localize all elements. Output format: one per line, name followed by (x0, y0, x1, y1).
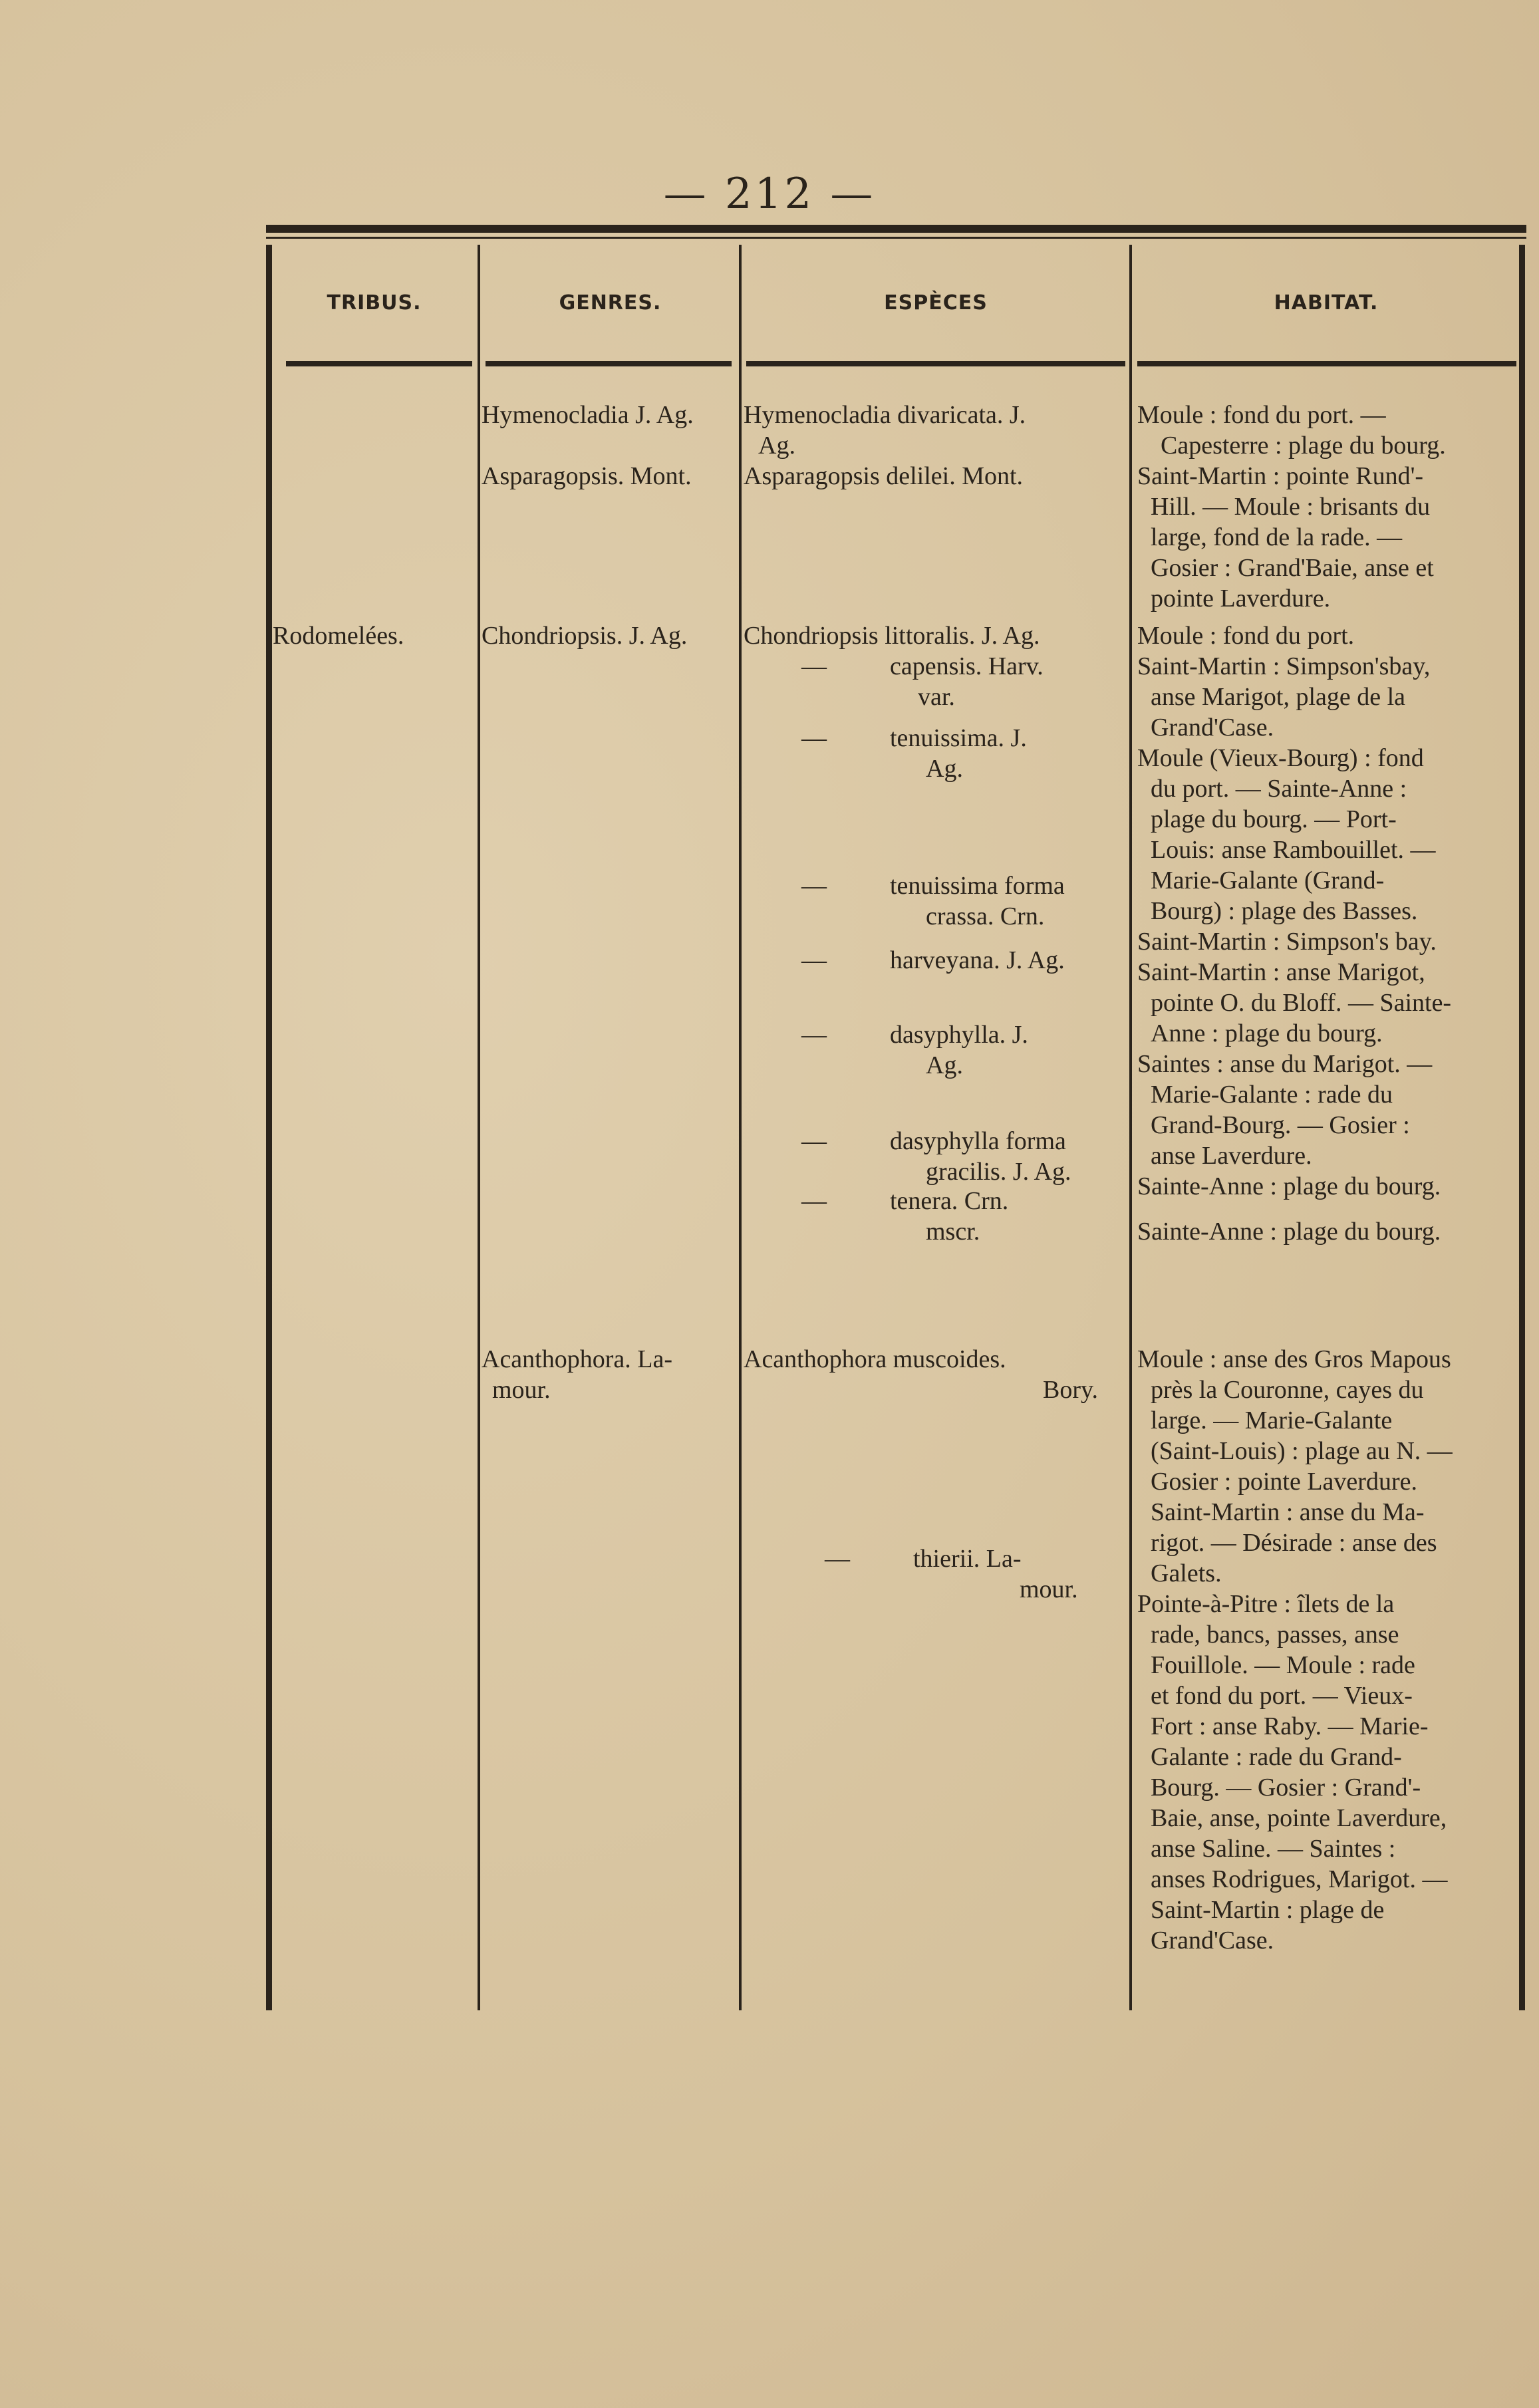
espece-11-cont: Bory. (1043, 1376, 1099, 1404)
column-divider-genres (739, 245, 742, 2010)
habitat-line-28: Moule : anse des Gros Mapous (1137, 1345, 1451, 1373)
habitat-line-20: pointe O. du Bloff. — Sainte- (1151, 989, 1452, 1017)
table-top-rule (266, 225, 1526, 233)
column-divider-tribus (478, 245, 480, 2010)
table-top-rule-thin (266, 237, 1526, 239)
header-habitat: HABITAT. (1274, 291, 1379, 315)
header-genres: GENRES. (559, 291, 662, 315)
species-table (266, 225, 1526, 2010)
habitat-line-16: Marie-Galante (Grand- (1151, 867, 1385, 894)
habitat-line-29: près la Couronne, cayes du (1151, 1376, 1424, 1404)
espece-6: — tenuissima forma (801, 872, 1065, 900)
habitat-line-17: Bourg) : plage des Basses. (1151, 897, 1418, 925)
habitat-line-44: anse Saline. — Saintes : (1151, 1835, 1396, 1863)
habitat-line-18: Saint-Martin : Simpson's bay. (1137, 928, 1437, 956)
habitat-line-36: Pointe-à-Pitre : îlets de la (1137, 1590, 1395, 1618)
habitat-line-8: Moule : fond du port. (1137, 622, 1355, 650)
habitat-line-26: Sainte-Anne : plage du bourg. (1137, 1172, 1441, 1200)
table-left-border (266, 245, 272, 2010)
espece-9-cont: gracilis. J. Ag. (926, 1158, 1071, 1186)
habitat-line-13: du port. — Sainte-Anne : (1151, 775, 1407, 803)
habitat-line-41: Galante : rade du Grand- (1151, 1743, 1402, 1771)
header-tribus: TRIBUS. (327, 291, 422, 315)
habitat-line-38: Fouillole. — Moule : rade (1151, 1651, 1415, 1679)
page-number: — 212 — (663, 170, 876, 219)
habitat-line-10: anse Marigot, plage de la (1151, 683, 1406, 711)
habitat-line-43: Baie, anse, pointe Laverdure, (1151, 1804, 1447, 1832)
header-rule-genres (486, 361, 732, 366)
habitat-line-30: large. — Marie-Galante (1151, 1406, 1393, 1434)
habitat-line-21: Anne : plage du bourg. (1151, 1019, 1383, 1047)
genre-chondriopsis: Chondriopsis. J. Ag. (482, 622, 688, 650)
espece-5: — tenuissima. J. (801, 724, 1027, 752)
habitat-line-27: Sainte-Anne : plage du bourg. (1137, 1218, 1441, 1246)
habitat-line-42: Bourg. — Gosier : Grand'- (1151, 1774, 1421, 1802)
habitat-line-1: Moule : fond du port. — (1137, 401, 1386, 429)
habitat-line-14: plage du bourg. — Port- (1151, 805, 1397, 833)
column-divider-especes (1129, 245, 1132, 2010)
habitat-line-40: Fort : anse Raby. — Marie- (1151, 1712, 1429, 1740)
espece-10: — tenera. Crn. (801, 1187, 1009, 1215)
genre-acanthophora: Acanthophora. La- (482, 1345, 672, 1373)
genre-acanthophora-cont: mour. (492, 1376, 551, 1404)
habitat-line-37: rade, bancs, passes, anse (1151, 1621, 1399, 1649)
habitat-line-35: Galets. (1151, 1559, 1222, 1587)
espece-1-cont: Ag. (758, 432, 795, 460)
header-rule-habitat (1137, 361, 1516, 366)
espece-2: Asparagopsis delilei. Mont. (744, 462, 1024, 490)
habitat-line-25: anse Laverdure. (1151, 1142, 1312, 1170)
habitat-line-11: Grand'Case. (1151, 714, 1274, 741)
habitat-line-6: Gosier : Grand'Baie, anse et (1151, 554, 1434, 582)
habitat-line-5: large, fond de la rade. — (1151, 523, 1403, 551)
habitat-line-31: (Saint-Louis) : plage au N. — (1151, 1437, 1453, 1465)
espece-1: Hymenocladia divaricata. J. (744, 401, 1026, 429)
espece-12-cont: mour. (1020, 1575, 1078, 1603)
habitat-line-45: anses Rodrigues, Marigot. — (1151, 1865, 1448, 1893)
habitat-line-46: Saint-Martin : plage de (1151, 1896, 1385, 1924)
habitat-line-2: Capesterre : plage du bourg. (1161, 432, 1446, 460)
tribus-rodomelees: Rodomelées. (273, 622, 404, 650)
habitat-line-23: Marie-Galante : rade du (1151, 1081, 1393, 1109)
header-especes: ESPÈCES (884, 291, 988, 315)
habitat-line-39: et fond du port. — Vieux- (1151, 1682, 1413, 1710)
habitat-line-19: Saint-Martin : anse Marigot, (1137, 958, 1425, 986)
habitat-line-3: Saint-Martin : pointe Rund'- (1137, 462, 1424, 490)
espece-11: Acanthophora muscoides. (744, 1345, 1006, 1373)
espece-5-cont: Ag. (926, 755, 963, 783)
espece-10-cont: mscr. (926, 1218, 980, 1246)
habitat-line-22: Saintes : anse du Marigot. — (1137, 1050, 1433, 1078)
habitat-line-24: Grand-Bourg. — Gosier : (1151, 1111, 1410, 1139)
habitat-line-12: Moule (Vieux-Bourg) : fond (1137, 744, 1424, 772)
header-rule-especes (746, 361, 1125, 366)
habitat-line-32: Gosier : pointe Laverdure. (1151, 1468, 1417, 1496)
habitat-line-9: Saint-Martin : Simpson'sbay, (1137, 652, 1431, 680)
espece-4: — capensis. Harv. (801, 652, 1044, 680)
habitat-line-4: Hill. — Moule : brisants du (1151, 493, 1431, 521)
genre-hymenocladia: Hymenocladia J. Ag. (482, 401, 694, 429)
habitat-line-7: pointe Laverdure. (1151, 585, 1331, 612)
table-right-border (1519, 245, 1525, 2010)
habitat-line-33: Saint-Martin : anse du Ma- (1151, 1498, 1425, 1526)
habitat-line-34: rigot. — Désirade : anse des (1151, 1529, 1437, 1557)
espece-8: — dasyphylla. J. (801, 1021, 1028, 1049)
genre-asparagopsis: Asparagopsis. Mont. (482, 462, 692, 490)
espece-9: — dasyphylla forma (801, 1127, 1066, 1155)
espece-4-cont: var. (918, 683, 955, 711)
espece-3: Chondriopsis littoralis. J. Ag. (744, 622, 1040, 650)
habitat-line-15: Louis: anse Rambouillet. — (1151, 836, 1436, 864)
habitat-line-47: Grand'Case. (1151, 1927, 1274, 1954)
espece-7: — harveyana. J. Ag. (801, 946, 1065, 974)
espece-12: — thierii. La- (825, 1545, 1022, 1573)
espece-6-cont: crassa. Crn. (926, 902, 1045, 930)
espece-8-cont: Ag. (926, 1051, 963, 1079)
header-rule-tribus (286, 361, 472, 366)
